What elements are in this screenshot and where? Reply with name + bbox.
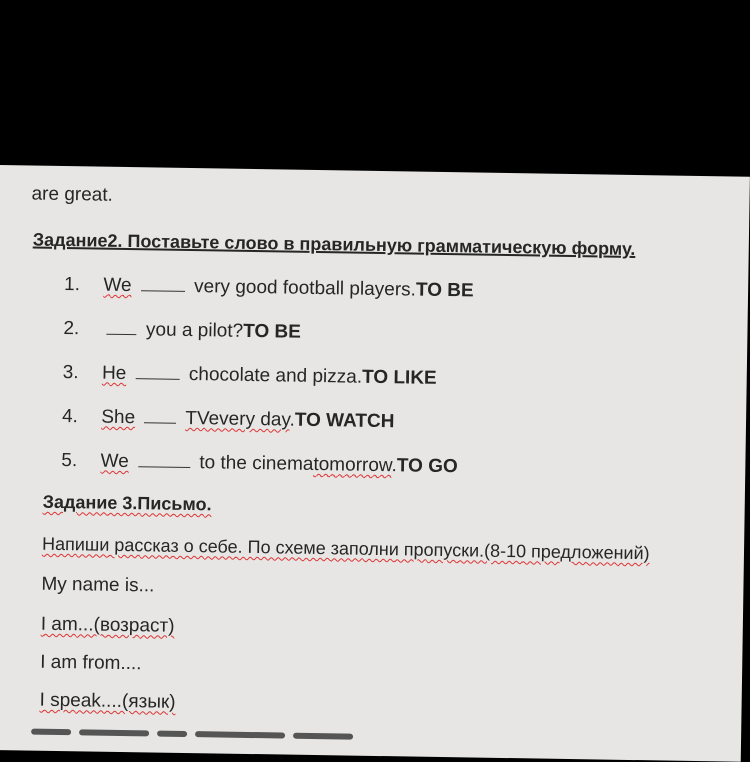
exercise-item-4 <box>62 406 395 433</box>
item-text-end: . <box>391 455 397 476</box>
item-text: very good football players. <box>194 276 416 300</box>
template-line-1: My name is... <box>41 574 154 598</box>
answer-blank[interactable] <box>138 452 190 468</box>
task2-heading: Задание2. Поставьте слово в правильную грамматическую форму. <box>33 230 636 260</box>
template-line-2: I am...(возраст) <box>41 614 175 638</box>
exercise-item-1 <box>64 274 474 302</box>
item-number: 1. <box>64 274 98 297</box>
task3-instruction: Напиши рассказ о себе. По схеме заполни пропуски.(8-10 предложений) <box>42 534 650 565</box>
item-verb: TO WATCH <box>295 410 395 433</box>
item-text: to the cinema <box>199 452 313 475</box>
item-verb: TO GO <box>397 455 458 477</box>
intro-text: are great. <box>31 184 113 207</box>
answer-blank[interactable] <box>107 320 137 335</box>
item-text-marked: TVevery day <box>185 408 290 431</box>
exercise-item-2 <box>63 318 301 344</box>
exercise-item-5 <box>61 450 458 478</box>
answer-blank[interactable] <box>144 408 176 424</box>
template-line-3: I am from.... <box>40 652 142 676</box>
exercise-item-3 <box>63 362 437 390</box>
item-verb: TO LIKE <box>362 367 437 389</box>
item-verb: TO BE <box>243 321 301 343</box>
cut-off-text-line <box>31 722 451 739</box>
task3-heading: Задание 3.Письмо. <box>43 492 212 516</box>
item-verb: TO BE <box>416 280 474 302</box>
item-subject: She <box>101 407 135 429</box>
item-number: 3. <box>63 362 97 385</box>
item-subject: He <box>102 363 127 384</box>
template-line-4: I speak....(язык) <box>39 690 175 714</box>
item-number: 2. <box>63 318 97 341</box>
document-page <box>0 165 750 762</box>
item-text: chocolate and pizza. <box>189 364 363 388</box>
item-text-marked: tomorrow <box>313 454 391 476</box>
item-number: 4. <box>62 406 96 429</box>
answer-blank[interactable] <box>141 276 185 292</box>
item-subject: We <box>100 451 128 472</box>
item-text-end: . <box>289 410 295 431</box>
item-number: 5. <box>61 450 95 473</box>
item-text: you a pilot? <box>146 319 244 342</box>
answer-blank[interactable] <box>136 364 180 380</box>
item-subject: We <box>103 275 131 296</box>
